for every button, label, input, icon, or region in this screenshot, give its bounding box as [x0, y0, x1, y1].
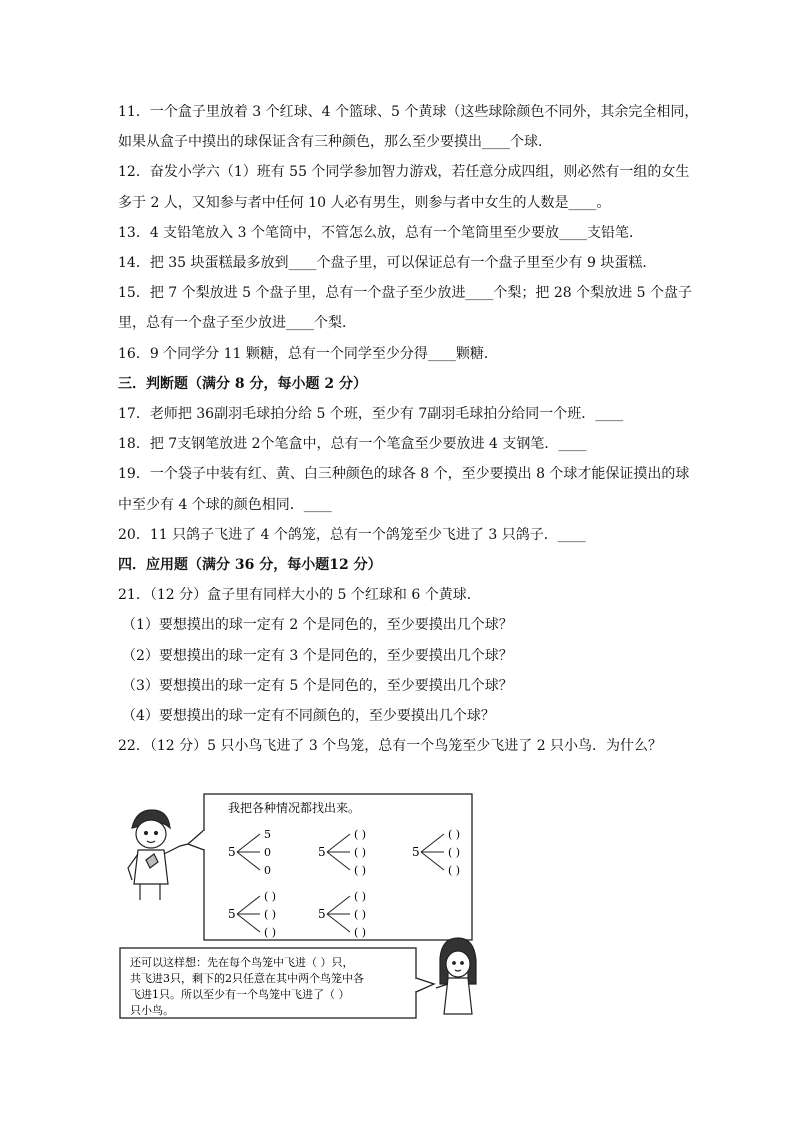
tree-diagram	[228, 828, 271, 877]
question-line: 多于 2 人，又知参与者中任何 10 人必有男生，则参与者中女生的人数是____。	[118, 195, 611, 211]
tree-diagrams	[228, 828, 460, 939]
tree-leaf-blank: ( )	[448, 864, 461, 877]
girl-bubble-line-4: 只小鸟。	[130, 1004, 174, 1017]
tree-diagram	[228, 890, 276, 939]
section-heading: 三．判断题（满分 8 分，每小题 2 分）	[118, 376, 367, 392]
girl-bubble-line-3: 飞进1只。所以至少有一个鸟笼中飞进了（ ）	[130, 988, 350, 1001]
tree-branch	[327, 852, 350, 870]
boy-bubble-text: 我把各种情况都找出来。	[228, 801, 361, 815]
tree-leaf-blank: ( )	[354, 908, 367, 921]
tree-branch	[421, 852, 444, 870]
question-line: 16．9 个同学分 11 颗糖，总有一个同学至少分得____颗糖．	[118, 346, 498, 362]
tree-root-number: 5	[318, 845, 326, 859]
tree-branch	[237, 896, 260, 914]
question-line: （4）要想摸出的球一定有不同颜色的，至少要摸出几个球？	[122, 708, 495, 724]
tree-leaf-blank: ( )	[354, 926, 367, 939]
bird-cage-figure	[118, 788, 478, 1028]
tree-diagram	[412, 828, 460, 877]
question-line: 如果从盒子中摸出的球保证含有三种颜色，那么至少要摸出____个球．	[118, 134, 552, 150]
tree-branch	[327, 834, 350, 852]
tree-leaf-blank: ( )	[264, 890, 277, 903]
question-line: 19．一个袋子中装有红、黄、白三种颜色的球各 8 个，至少要摸出 8 个球才能保证摸出的球	[118, 466, 690, 482]
tree-leaf-blank: ( )	[448, 846, 461, 859]
question-line: 11．一个盒子里放着 3 个红球、4 个篮球、5 个黄球（这些球除颜色不同外，其余完全相同，	[118, 104, 699, 120]
tree-leaf-number: 0	[264, 846, 271, 859]
tree-leaf-blank: ( )	[448, 828, 461, 841]
question-line: 21．（12 分）盒子里有同样大小的 5 个红球和 6 个黄球．	[118, 587, 481, 603]
tree-leaf-number: 0	[264, 864, 271, 877]
tree-leaf-blank: ( )	[264, 908, 277, 921]
question-line: （2）要想摸出的球一定有 3 个是同色的，至少要摸出几个球？	[122, 648, 513, 664]
tree-leaf-blank: ( )	[354, 828, 367, 841]
tree-branch	[421, 834, 444, 852]
girl-illustration	[436, 938, 476, 1014]
boy-illustration	[128, 810, 188, 900]
tree-leaf-blank: ( )	[354, 846, 367, 859]
question-line: 12．奋发小学六（1）班有 55 个同学参加智力游戏，若任意分成四组，则必然有一组的女生	[118, 164, 690, 180]
question-line: 17．老师把 36副羽毛球拍分给 5 个班，至少有 7副羽毛球拍分给同一个班．____	[118, 406, 624, 422]
question-line: 中至少有 4 个球的颜色相同．____	[118, 497, 332, 513]
tree-diagram	[318, 890, 366, 939]
tree-leaf-blank: ( )	[354, 890, 367, 903]
tree-branch	[237, 834, 260, 852]
tree-branch	[237, 914, 260, 932]
question-line: 15．把 7 个梨放进 5 个盘子里，总有一个盘子至少放进____个梨；把 28 个梨放进 5 个盘子	[118, 285, 692, 301]
tree-leaf-number: 5	[264, 828, 271, 841]
bird-cage-illustration	[118, 788, 478, 1028]
girl-bubble-line-1: 还可以这样想：先在每个鸟笼中飞进（ ）只，	[130, 956, 354, 969]
tree-leaf-blank: ( )	[264, 926, 277, 939]
tree-root-number: 5	[228, 907, 236, 921]
tree-branch	[327, 914, 350, 932]
question-line: （1）要想摸出的球一定有 2 个是同色的，至少要摸出几个球？	[122, 617, 513, 633]
girl-bubble-line-2: 共飞进3只，剩下的2只任意在其中两个鸟笼中各	[130, 972, 364, 985]
girl-speech-box	[120, 948, 434, 1018]
question-line: 18．把 7支钢笔放进 2个笔盒中，总有一个笔盒至少要放进 4 支钢笔．____	[118, 436, 587, 452]
question-line: 13．4 支铅笔放入 3 个笔筒中，不管怎么放，总有一个笔筒里至少要放____支铅笔．	[118, 225, 643, 241]
question-line: （3）要想摸出的球一定有 5 个是同色的，至少要摸出几个球？	[122, 678, 513, 694]
tree-branch	[237, 852, 260, 870]
tree-branch	[327, 896, 350, 914]
tree-root-number: 5	[318, 907, 326, 921]
question-line: 20．11 只鸽子飞进了 4 个鸽笼，总有一个鸽笼至少飞进了 3 只鸽子．____	[118, 527, 586, 543]
section-heading: 四．应用题（满分 36 分，每小题12 分）	[118, 557, 382, 573]
tree-root-number: 5	[228, 845, 236, 859]
question-line: 14．把 35 块蛋糕最多放到____个盘子里，可以保证总有一个盘子里至少有 9 块蛋糕．	[118, 255, 657, 271]
question-line: 22．（12 分）5 只小鸟飞进了 3 个鸟笼，总有一个鸟笼至少飞进了 2 只小鸟．为什么？	[118, 738, 663, 754]
tree-root-number: 5	[412, 845, 420, 859]
question-line: 里，总有一个盘子至少放进____个梨．	[118, 315, 356, 331]
tree-diagram	[318, 828, 366, 877]
tree-leaf-blank: ( )	[354, 864, 367, 877]
